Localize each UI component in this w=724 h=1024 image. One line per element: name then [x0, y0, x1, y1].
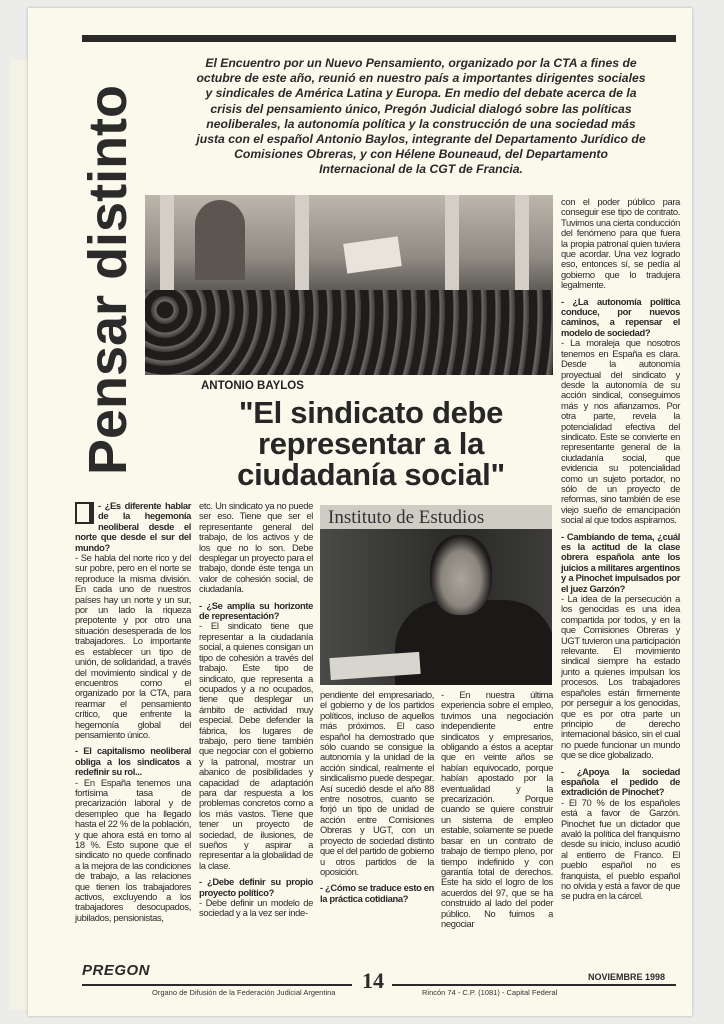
- answer: - En España tenemos una fortísima tasa de precarización laboral y de desempleo que ha llegado hasta el 22 % de la población, y que ahora está en torno al 18 %. Esto supone que el sindicato no quede confinado a la mejora de las condiciones de trabajo, a las relaciones que tienen los trabajadores activos, excluyendo a los trabajadores desocupados, jubilados, pensionistas,: [75, 776, 191, 923]
- page-edge: [10, 60, 28, 1010]
- column-2: [199, 501, 313, 925]
- page-number: 14: [362, 968, 384, 993]
- question: - El capitalismo neoliberal obliga a los sindicatos a redefinir su rol...: [75, 745, 191, 778]
- question: - ¿Apoya la sociedad española el pedido de extradición de Pinochet?: [561, 765, 680, 798]
- column-3: [320, 690, 434, 904]
- question: - Cambiando de tema, ¿cuál es la actitud de la clase obrera española ante los juicios a militares argentinos y a Pinochet impulsados por el juez Garzón?: [561, 530, 680, 594]
- conference-photo: [145, 195, 553, 375]
- answer: - Debe definir un modelo de sociedad y a la vez ser inde-: [199, 897, 313, 919]
- answer: - El 70 % de los españoles está a favor de Garzón. Pinochet fue un dictador que avaló la política del franquismo desde su inicio, incluso acudió al entierro de Franco. El pueblo español no es franquista, el pueblo español no olvida y está a favor de que se pudra en la cárcel.: [561, 796, 680, 902]
- author-name: ANTONIO BAYLOS: [201, 380, 304, 392]
- answer: - En nuestra última experiencia sobre el empleo, tuvimos una negociación independiente entre sindicatos y empresarios, obligando a éstos a aceptar que en veinte años se habían equivocado, porque habían apostado por la eventualidad y la precarización. Porque cuando se quiere construir un sistema de empleo estable, solamente se puede basar en un contrato de trabajo de tiempo pleno, por tiempo indefinido y con garantía total de derechos. Este ha sido el logro de los acuerdos del 97, que se ha construido al lado del poder público. No fuimos a negociar: [441, 689, 553, 929]
- pregon-logo: PREGON: [82, 962, 151, 979]
- column-4: [441, 690, 553, 935]
- footer-rule-left: [82, 984, 352, 986]
- section-title: Pensar distinto: [78, 84, 138, 476]
- intro-lead: El Encuentro por un Nuevo Pensamiento, organizado por la CTA a fines de octubre de este año, reunió en nuestro país a importantes dirigentes sociales y sindicales de América Latina y Europa. En medio del debate acerca de la crisis del pensamiento único, Pregón Judicial dialogó sobre las políticas neoliberales, la autonomía política y la construcción de una sociedad más justa con el español Antonio Baylos, integrante del Departamento Jurídico de Comisiones Obreras, y con Hélene Bouneaud, del Departamento Internacional de la CGT de Francia.: [196, 56, 646, 177]
- issue-date: NOVIEMBRE 1998: [588, 972, 666, 982]
- answer: - El sindicato tiene que representar a la ciudadanía social, a quienes consigan un tipo de cohesión a través del trabajo. Este tipo de sindicato, que representa a ocupados y a no ocupados, tiene que desplegar un ámbito de actividad muy especial. Debe defender la fábrica, los lugares de trabajo, pero tiene también que negociar con el gobierno y la patronal, mostrar un abanico de posibilidades y capacidad de adaptación para dar respuesta a los problemas concretos como a los más vastos. Tiene que tener un proyecto de sociedad, de ilusiones, de sueños y aspirar a representar a la globalidad de la clase.: [199, 620, 313, 871]
- footer-address: Rincón 74 - C.P. (1081) - Capital Federal: [422, 988, 558, 997]
- answer: - La idea de la persecución a los genocidas es una idea compartida por todos, y en la que Comisiones Obreras y UGT tuvieron una participación relevante. El movimiento sindical siempre ha estado junto a quienes impulsan los procesos. Los trabajadores españoles están firmemente por perseguir a los genocidas, que es por otra parte un principio de derecho internacional básico, sin el cual no puede funcionar un mundo que se dice globalizado.: [561, 593, 680, 761]
- question: - ¿Se amplía su horizonte de representación?: [199, 599, 313, 622]
- photo-sign-text: Instituto de Estudios: [320, 505, 552, 529]
- question: - ¿Debe definir su propio proyecto político?: [199, 876, 313, 898]
- answer: - Se habla del norte rico y del sur pobre, pero en el norte se reproduce la misma división. En cada uno de nuestros países hay un norte y un sur, por un lado la riqueza prepotente y por otro una situación desesperada de los trabajadores. Lo importante es establecer un tipo de unión, de solidaridad, a través del movimiento sindical y de encuentros como el organizado por la CTA, para rearmar el pensamiento crítico, que enfrente la hegemonía global del pensamiento único.: [75, 552, 191, 740]
- column-1: [75, 501, 191, 929]
- column-5: [561, 197, 680, 908]
- top-rule: [82, 35, 676, 42]
- portrait-photo: [320, 505, 552, 685]
- answer: - La moraleja que nosotros tenemos en España es clara. Desde la autonomía proyectual del sindicato y desde la autonomía de su acción sindical, conseguimos más y nos afianzamos. Por otra parte, revela la potencialidad efectiva del sindicato. Este se convierte en representante general de la ciudadanía social, que evidencia su potencialidad como un sujeto portador, no sólo de un proyecto de reformas, sino también de ese viejo sueño de emancipación social al que todos aspiramos.: [561, 337, 680, 526]
- footer-rule-right: [392, 984, 676, 986]
- footer-organ: Organo de Difusión de la Federación Judicial Argentina: [152, 988, 336, 997]
- answer: pendiente del empresariado, el gobierno y de los partidos políticos, incluso de aquellos más próximos. El caso español ha demostrado que sólo cuando se consigue la autonomía y la unidad de la acción sindical, realmente el sindicalismo puede despegar. Así sucedió desde el año 88 entre nosotros, cuanto se forjó un tipo de unidad de acción entre Comisiones Obreras y UGT, con un proyecto de sociedad distinto que el del partido de gobierno u otros partidos de la oposición.: [320, 689, 434, 877]
- answer: con el poder público para conseguir ese tipo de contrato. Tuvimos una cierta conducción del fenómeno para que fuera la propia patronal quien tuviera que acordar. Una vez logrado eso, entonces sí, se pedía al gobierno que lo tradujera legalmente.: [561, 196, 680, 291]
- headline: "El sindicato debe representar a la ciudadanía social": [237, 395, 505, 492]
- question: - ¿Cómo se traduce esto en la práctica cotidiana?: [320, 882, 434, 904]
- question: - ¿La autonomía política conduce, por nuevos caminos, a repensar el modelo de sociedad?: [561, 295, 680, 338]
- drop-cap-mark: [75, 502, 94, 524]
- answer: etc. Un sindicato ya no puede ser eso. Tiene que ser el representante general del trabajo, de los activos y de los que no lo son. Debe desplegar un proyecto para el trabajo, donde éste tenga un valor de cohesión social, de ciudadanía.: [199, 500, 313, 595]
- question: - ¿Es diferente hablar de la hegemonía neoliberal desde el norte que desde el sur del mundo?: [75, 500, 191, 553]
